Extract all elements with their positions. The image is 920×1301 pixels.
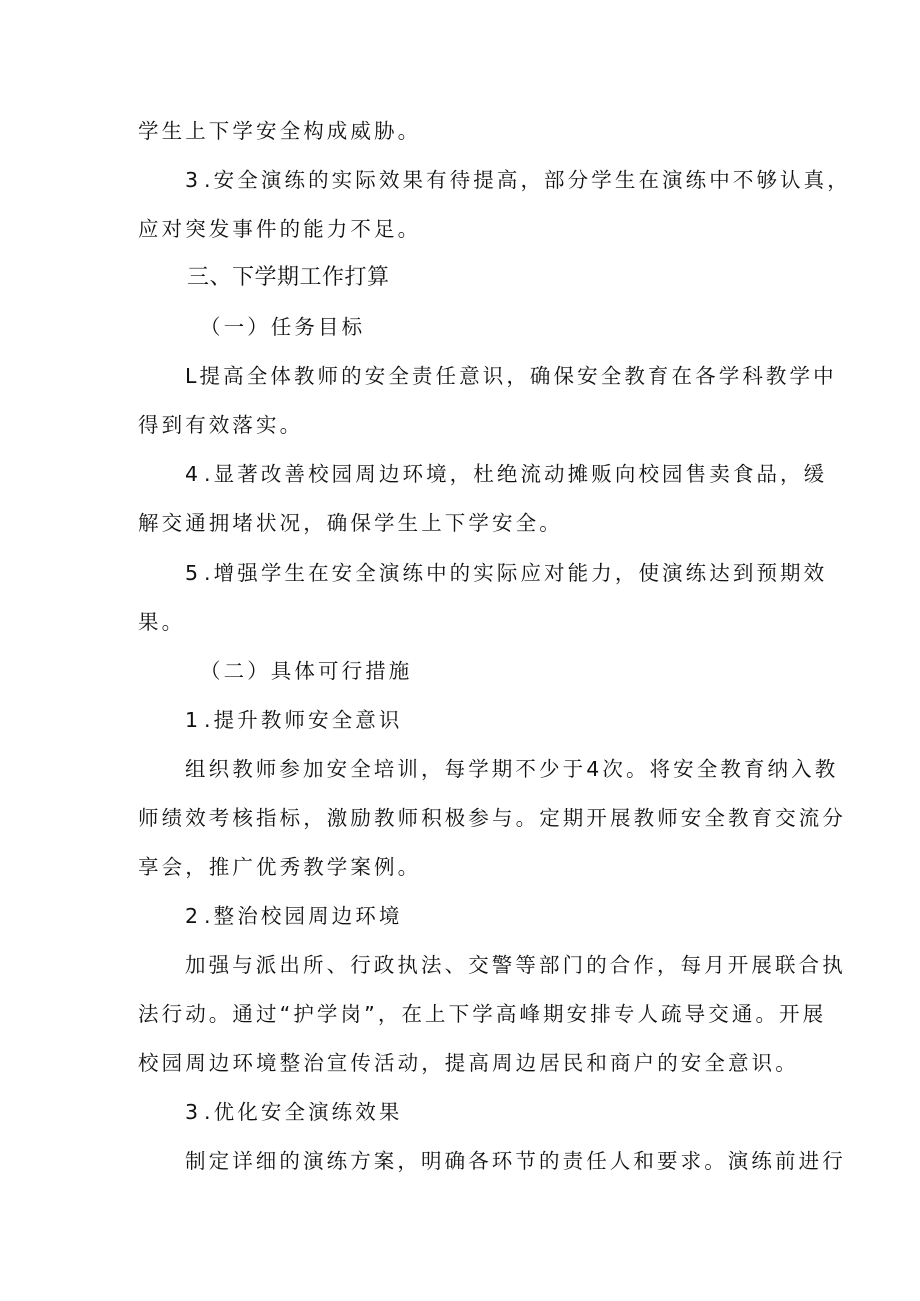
measure-1-line2: 师绩效考核指标，激励教师积极参与。定期开展教师安全教育交流分 xyxy=(138,806,846,830)
goal-1-line2: 得到有效落实。 xyxy=(138,413,304,437)
item-number: 2 xyxy=(185,904,199,928)
goal-4-line2: 解交通拥堵状况，确保学生上下学安全。 xyxy=(138,511,563,535)
measure-1-title: 1 .提升教师安全意识 xyxy=(185,708,403,732)
measure-3-line1: 制定详细的演练方案，明确各环节的责任人和要求。演练前进行 xyxy=(185,1149,846,1173)
item-number: 3 xyxy=(185,168,199,192)
problem-3-line2: 应对突发事件的能力不足。 xyxy=(138,217,422,241)
item-number: 3 xyxy=(185,1100,199,1124)
subheading-goals: （一）任务目标 xyxy=(200,315,366,339)
problem-3-line1: 3 .安全演练的实际效果有待提高，部分学生在演练中不够认真， xyxy=(185,168,851,192)
item-number: 1 xyxy=(185,708,199,732)
measure-2-line2: 法行动。通过“护学岗”，在上下学高峰期安排专人疏导交通。开展 xyxy=(138,1002,827,1026)
item-number: 5 xyxy=(185,561,199,585)
measure-1-line1: 组织教师参加安全培训，每学期不少于4次。将安全教育纳入教 xyxy=(185,757,839,781)
paragraph-continuation: 学生上下学安全构成威胁。 xyxy=(138,119,422,143)
measure-1-line3: 享会，推广优秀教学案例。 xyxy=(138,855,422,879)
measure-2-title: 2 .整治校园周边环境 xyxy=(185,904,403,928)
measure-2-line1: 加强与派出所、行政执法、交警等部门的合作，每月开展联合执 xyxy=(185,953,846,977)
measure-2-line3: 校园周边环境整治宣传活动，提高周边居民和商户的安全意识。 xyxy=(138,1051,799,1075)
measure-3-title: 3 .优化安全演练效果 xyxy=(185,1100,403,1124)
item-number: 4 xyxy=(185,462,199,486)
goal-5-line2: 果。 xyxy=(138,610,186,634)
subheading-measures: （二）具体可行措施 xyxy=(200,659,413,683)
goal-4-line1: 4 .显著改善校园周边环境，杜绝流动摊贩向校园售卖食品，缓 xyxy=(185,462,828,486)
goal-5-line1: 5 .增强学生在安全演练中的实际应对能力，使演练达到预期效 xyxy=(185,561,828,585)
goal-1-line1: L提高全体教师的安全责任意识，确保安全教育在各学科教学中 xyxy=(185,364,837,388)
section-heading-plans: 三、下学期工作打算 xyxy=(187,265,390,290)
